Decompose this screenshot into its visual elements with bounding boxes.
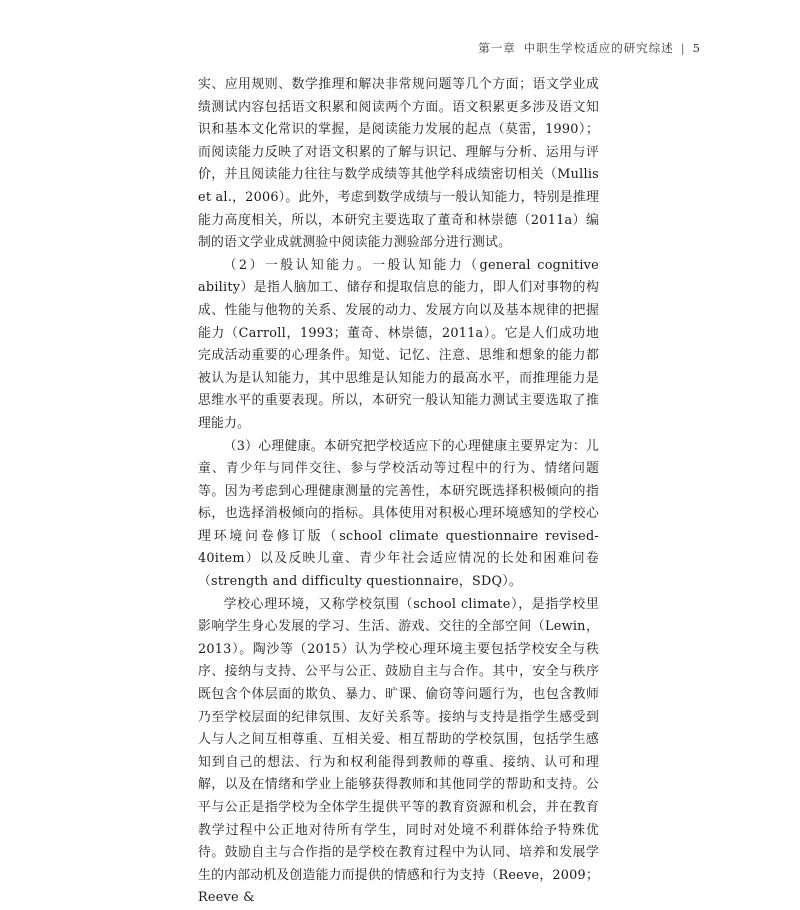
header-separator: | xyxy=(680,41,686,55)
running-header xyxy=(200,40,700,56)
paragraph-school-climate: 学校心理环境，又称学校氛围（school climate），是指学校里影响学生身心发展的学习、生活、游戏、交往的全部空间（Lewin，2013）。陶沙等（2015）认为学校心理环境主要包括学校安全与秩序、接纳与支持、公平与公正、鼓励自主与合作。其中，安全与秩序既包含个体层面的欺负、暴力、旷课、偷窃等问题行为，也包含教师乃至学校层面的纪律氛围、友好关系等。接纳与支持是指学生感受到人与人之间互相尊重、互相关爱、相互帮助的学校氛围，包括学生感知到自己的想法、行为和权利能得到教师的尊重、接纳、认可和理解，以及在情绪和学业上能够获得教师和其他同学的帮助和支持。公平与公正是指学校为全体学生提供平等的教育资源和机会，并在教育教学过程中公正地对待所有学生，同时对处境不利群体给予特殊优待。鼓励自主与合作指的是学校在教育过程中为认同、培养和发展学生的内部动机及创造能力而提供的情感和行为支持（Reeve，2009；Reeve & xyxy=(198,596,599,906)
header-title: 中职生学校适应的研究综述 xyxy=(523,41,674,55)
header-chapter: 第一章 xyxy=(478,41,516,55)
paragraph-cognitive-ability: （2）一般认知能力。一般认知能力（general cognitive ability）是指人脑加工、储存和提取信息的能力，即人们对事物的构成、性能与他物的关系、发展的动力、发展方向以及基本规律的把握能力（Carroll，1993；董奇、林崇德，2011a）。它是人们成功地完成活动重要的心理条件。知觉、记忆、注意、思维和想象的能力都被认为是认知能力，其中思维是认知能力的最高水平，而推理能力是思维水平的重要表现。所以，本研究一般认知能力测试主要选取了推理能力。 xyxy=(198,257,599,431)
paragraph-continued: 实、应用规则、数学推理和解决非常规问题等几个方面；语文学业成绩测试内容包括语文积累和阅读两个方面。语文积累更多涉及语文知识和基本文化常识的掌握，是阅读能力发展的起点（莫雷，1990）；而阅读能力反映了对语文积累的了解与识记、理解与分析、运用与评价，并且阅读能力往往与数学成绩等其他学科成绩密切相关（Mullis et al.，2006）。此外，考虑到数学成绩与一般认知能力，特别是推理能力高度相关，所以，本研究主要选取了董奇和林崇德（2011a）编制的语文学业成就测验中阅读能力测验部分进行测试。 xyxy=(198,77,599,251)
body-text xyxy=(198,74,599,910)
paragraph-mental-health: （3）心理健康。本研究把学校适应下的心理健康主要界定为：儿童、青少年与同伴交往、参与学校活动等过程中的行为、情绪问题等。因为考虑到心理健康测量的完善性，本研究既选择积极倾向的指标，也选择消极倾向的指标。具体使用对积极心理环境感知的学校心理环境问卷修订版（school climate questionnaire revised-40item）以及反映儿童、青少年社会适应情况的长处和困难问卷（strength and difficulty questionnaire，SDQ）。 xyxy=(198,438,599,590)
page-number: 5 xyxy=(692,41,700,55)
